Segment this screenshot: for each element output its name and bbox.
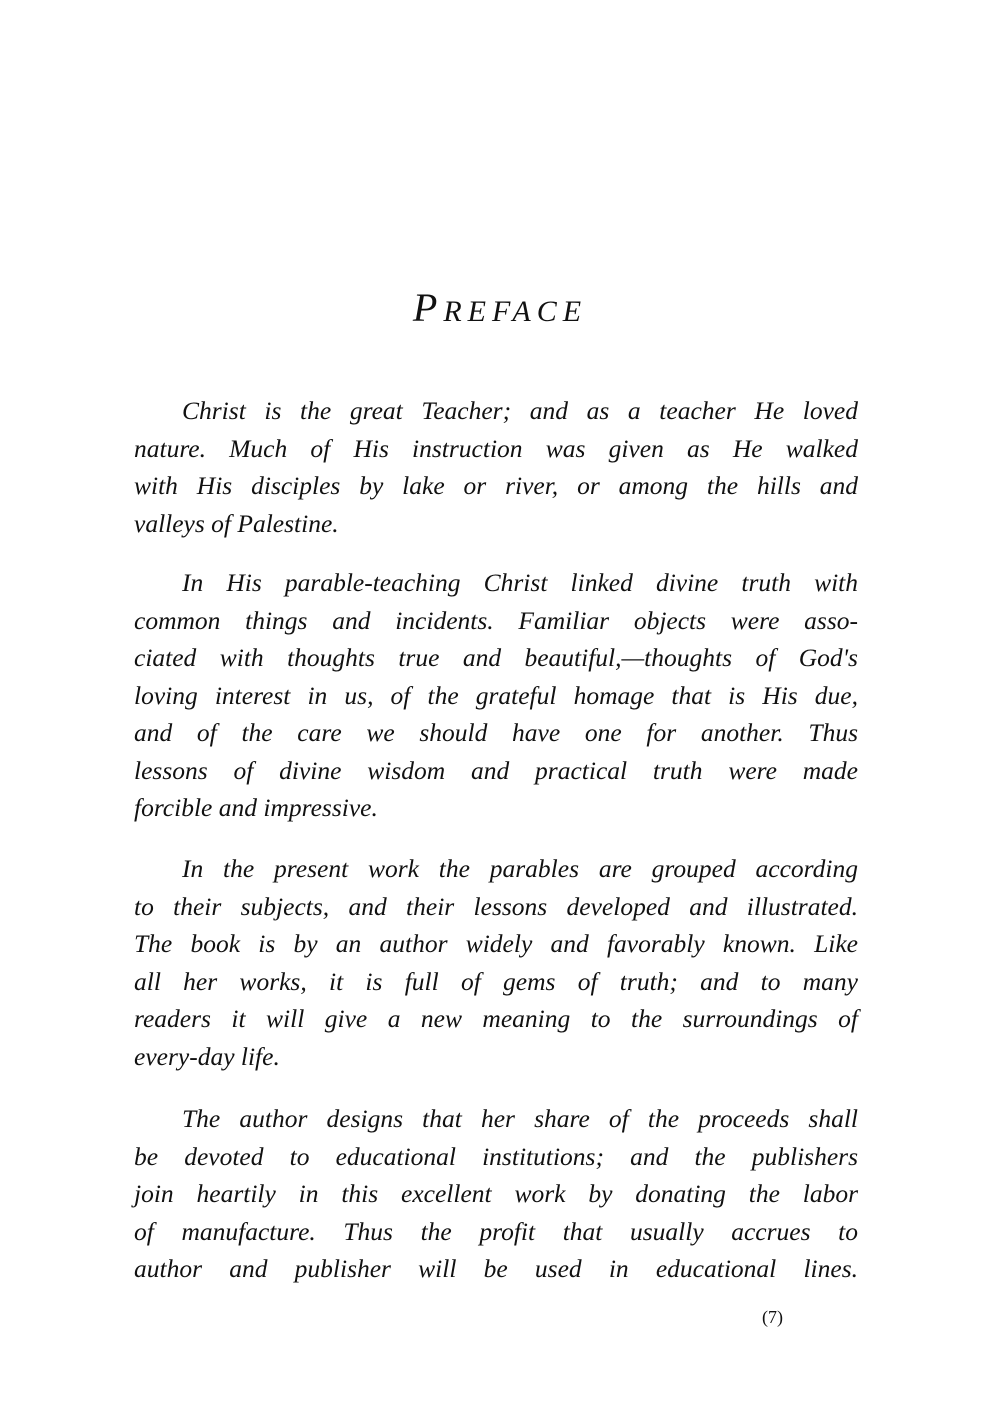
text-line: be devoted to educational institutions; and the publishers	[134, 1141, 858, 1171]
title-rest: REFACE	[443, 295, 588, 328]
page-number: (7)	[762, 1307, 783, 1327]
text-line: The book is by an author widely and favorably known. Like	[134, 929, 858, 958]
text-line: In the present work the parables are grouped according	[182, 854, 858, 883]
paragraph-1	[134, 392, 858, 542]
text-line: nature. Much of His instruction was given as He walked	[134, 433, 858, 463]
text-line: loving interest in us, of the grateful homage that is His due,	[134, 680, 858, 710]
text-line: lessons of divine wisdom and practical truth were made	[134, 755, 858, 785]
title-initial: P	[412, 285, 444, 330]
text-line: readers it will give a new meaning to the surroundings of	[134, 1004, 858, 1033]
text-line: to their subjects, and their lessons developed and illustrated.	[134, 891, 858, 921]
text-line: author and publisher will be used in educational lines.	[134, 1254, 858, 1283]
paragraph-2	[134, 564, 858, 827]
text-line: forcible and impressive.	[134, 793, 378, 822]
text-line: of manufacture. Thus the profit that usually accrues to	[134, 1216, 858, 1246]
text-line: join heartily in this excellent work by donating the labor	[134, 1179, 858, 1208]
text-line: every-day life.	[134, 1041, 280, 1071]
text-line: ciated with thoughts true and beautiful,—thoughts of God's	[134, 643, 858, 672]
text-line: The author designs that her share of the proceeds shall	[182, 1104, 858, 1133]
text-line: all her works, it is full of gems of truth; and to many	[134, 966, 858, 996]
page-title	[0, 284, 1000, 331]
text-line: and of the care we should have one for another. Thus	[134, 718, 858, 747]
paragraph-3	[134, 850, 858, 1075]
text-line: with His disciples by lake or river, or among the hills and	[134, 471, 858, 500]
text-line: common things and incidents. Familiar objects were asso-	[134, 605, 858, 635]
text-line: Christ is the great Teacher; and as a teacher He loved	[182, 396, 858, 425]
text-line: valleys of Palestine.	[134, 508, 339, 538]
text-line: In His parable-teaching Christ linked divine truth with	[182, 568, 858, 597]
paragraph-4	[134, 1100, 858, 1288]
